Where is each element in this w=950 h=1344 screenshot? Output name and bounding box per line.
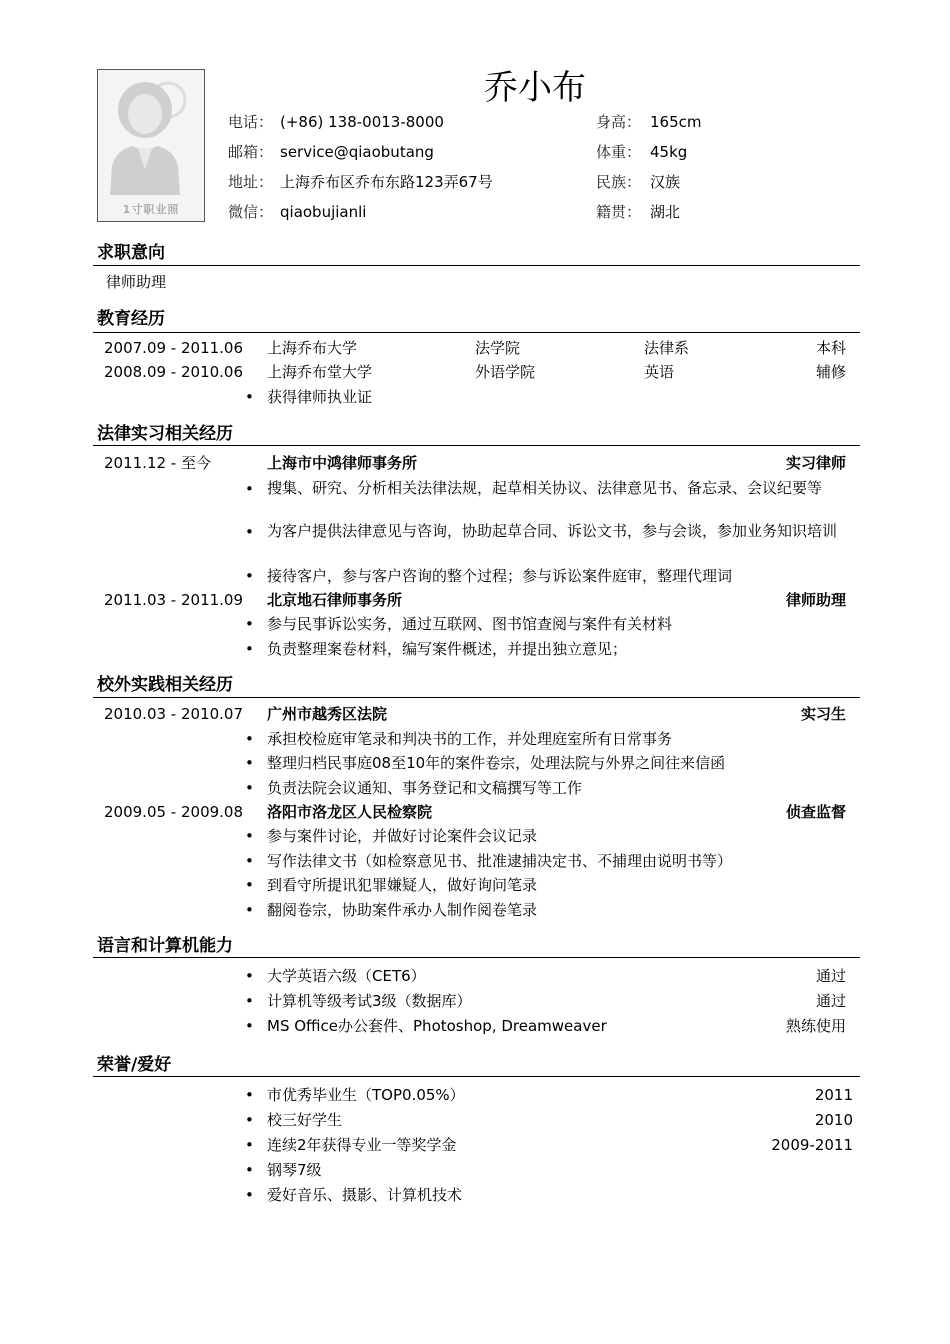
honor-year: 2011 [814,1086,853,1104]
exp-bullet: 参与案件讨论，并做好讨论案件会议记录 [267,827,538,845]
edu-major: 法律系 [644,339,690,357]
section-title-objective: 求职意向 [97,243,165,263]
section-divider [93,697,860,698]
exp-role: 律师助理 [785,591,846,609]
edu-major: 英语 [644,363,675,381]
bullet-glyph: • [245,523,254,541]
personal-value: 45kg [650,143,688,161]
bullet-glyph: • [245,1136,254,1154]
honor-item: 校三好学生 [267,1111,343,1129]
exp-date: 2011.03 - 2011.09 [104,591,244,609]
section-title-education: 教育经历 [97,309,165,329]
bullet-glyph: • [245,730,254,748]
bullet-glyph: • [245,480,254,498]
bullet-glyph: • [245,754,254,772]
section-title-skills: 语言和计算机能力 [97,936,233,956]
personal-value: 汉族 [650,173,681,191]
exp-bullet: 到看守所提讯犯罪嫌疑人，做好询问笔录 [267,876,538,894]
bullet-glyph: • [245,615,254,633]
exp-role: 实习律师 [785,454,846,472]
bullet-glyph: • [245,388,254,406]
section-divider [93,957,860,958]
exp-bullet: 负责整理案卷材料，编写案件概述，并提出独立意见； [267,640,628,658]
photo-caption: 1寸职业照 [122,203,180,216]
skill-level: 通过 [815,967,846,985]
personal-value: 湖北 [650,203,681,221]
honor-item: 钢琴7级 [267,1161,322,1179]
bullet-glyph: • [245,1161,254,1179]
edu-school: 上海乔布大学 [267,339,358,357]
edu-bullet: 获得律师执业证 [267,388,373,406]
exp-bullet: 搜集、研究、分析相关法律法规，起草相关协议、法律意见书、备忘录、会议纪要等 [267,479,823,497]
contact-value: 上海乔布区乔布东路123弄67号 [280,173,493,191]
edu-college: 外语学院 [475,363,536,381]
skill-item: 计算机等级考试3级（数据库） [267,992,472,1010]
section-divider [93,332,860,333]
bullet-glyph: • [245,640,254,658]
contact-label: 微信： [228,203,274,221]
exp-bullet: 写作法律文书（如检察意见书、批准逮捕决定书、不捕理由说明书等） [267,852,733,870]
bullet-glyph: • [245,567,254,585]
exp-bullet: 翻阅卷宗，协助案件承办人制作阅卷笔录 [267,901,538,919]
honor-year: 2009-2011 [771,1136,853,1154]
contact-value: (+86) 138-0013-8000 [280,113,444,131]
exp-bullet: 接待客户，参与客户咨询的整个过程；参与诉讼案件庭审，整理代理词 [267,567,733,585]
edu-college: 法学院 [475,339,521,357]
skill-item: 大学英语六级（CET6） [267,967,426,985]
bullet-glyph: • [245,1111,254,1129]
honor-item: 市优秀毕业生（TOP0.05%） [267,1086,465,1104]
exp-date: 2011.12 - 至今 [104,454,211,472]
skill-level: 熟练使用 [785,1017,846,1035]
candidate-name: 乔小布 [484,68,586,108]
section-title-honors: 荣誉/爱好 [97,1055,172,1075]
exp-org: 洛阳市洛龙区人民检察院 [267,803,433,821]
personal-label: 民族： [596,173,642,191]
exp-bullet: 为客户提供法律意见与咨询，协助起草合同、诉讼文书，参与会谈，参加业务知识培训 [267,522,838,540]
edu-date: 2008.09 - 2010.06 [104,363,244,381]
bullet-glyph: • [245,967,254,985]
contact-label: 地址： [228,173,274,191]
bullet-glyph: • [245,901,254,919]
objective-value: 律师助理 [106,273,167,291]
bullet-glyph: • [245,1186,254,1204]
exp-org: 广州市越秀区法院 [267,705,388,723]
bullet-glyph: • [245,779,254,797]
personal-value: 165cm [650,113,702,131]
honor-year: 2010 [814,1111,853,1129]
exp-role: 实习生 [800,705,846,723]
skill-level: 通过 [815,992,846,1010]
exp-org: 上海市中鸿律师事务所 [267,454,418,472]
personal-label: 籍贯： [596,203,642,221]
section-divider [93,445,860,446]
exp-org: 北京地石律师事务所 [267,591,403,609]
contact-value: qiaobujianli [280,203,367,221]
exp-date: 2010.03 - 2010.07 [104,705,244,723]
personal-label: 体重： [596,143,642,161]
exp-role: 侦查监督 [785,803,846,821]
edu-degree: 辅修 [815,363,846,381]
exp-bullet: 承担校检庭审笔录和判决书的工作，并处理庭室所有日常事务 [267,730,673,748]
edu-school: 上海乔布堂大学 [267,363,373,381]
bullet-glyph: • [245,992,254,1010]
exp-bullet: 参与民事诉讼实务，通过互联网、图书馆查阅与案件有关材料 [267,615,673,633]
person-silhouette-icon [98,70,203,200]
personal-label: 身高： [596,113,642,131]
edu-date: 2007.09 - 2011.06 [104,339,244,357]
section-divider [93,265,860,266]
exp-date: 2009.05 - 2009.08 [104,803,244,821]
bullet-glyph: • [245,1017,254,1035]
contact-label: 邮箱： [228,143,274,161]
exp-bullet: 负责法院会议通知、事务登记和文稿撰写等工作 [267,779,583,797]
section-title-practice: 校外实践相关经历 [97,675,233,695]
honor-item: 连续2年获得专业一等奖学金 [267,1136,457,1154]
profile-photo [97,69,205,222]
bullet-glyph: • [245,876,254,894]
skill-item: MS Office办公套件、Photoshop, Dreamweaver [267,1017,607,1035]
exp-bullet: 整理归档民事庭08至10年的案件卷宗，处理法院与外界之间往来信函 [267,754,726,772]
edu-degree: 本科 [815,339,846,357]
section-divider [93,1076,860,1077]
contact-label: 电话： [228,113,274,131]
contact-value: service@qiaobutang [280,143,434,161]
bullet-glyph: • [245,827,254,845]
bullet-glyph: • [245,852,254,870]
honor-item: 爱好音乐、摄影、计算机技术 [267,1186,463,1204]
section-title-internship: 法律实习相关经历 [97,424,233,444]
bullet-glyph: • [245,1086,254,1104]
